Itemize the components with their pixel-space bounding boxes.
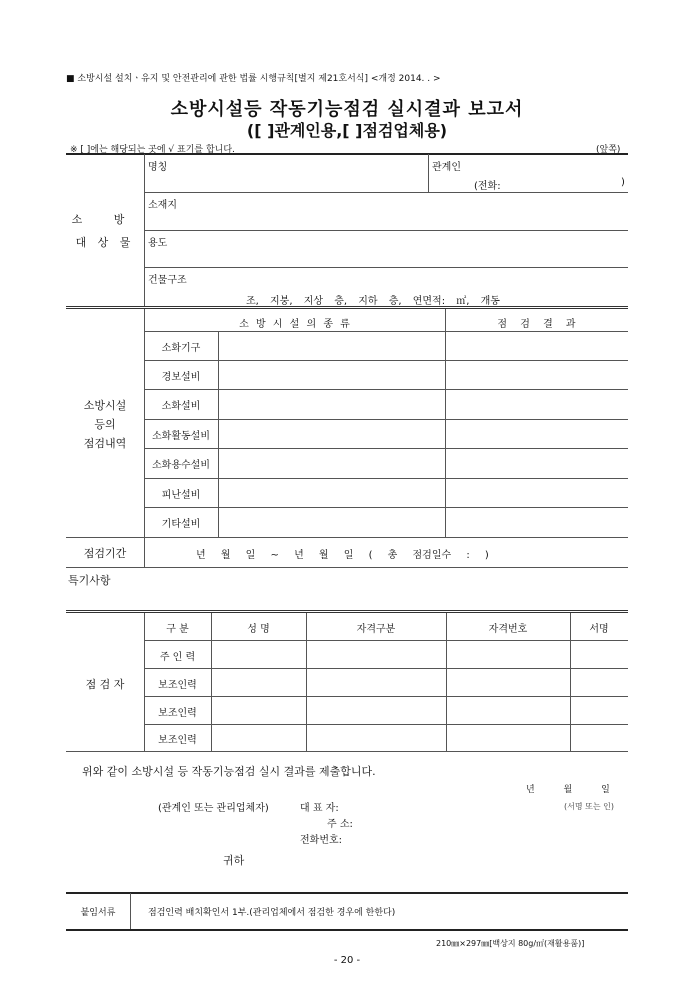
- divider: [66, 537, 628, 538]
- remarks-label: 특기사항: [68, 574, 111, 587]
- inspector-row-label: 보조인력: [158, 680, 197, 691]
- sign-note: (서명 또는 인): [564, 802, 614, 811]
- facilities-label-3: 점검내역: [83, 437, 127, 450]
- divider: [144, 668, 628, 669]
- divider: [144, 640, 628, 641]
- recipient-label: 귀하: [223, 854, 245, 867]
- divider: [144, 267, 628, 268]
- attachment-bottom-border: [66, 929, 628, 931]
- top-border: [66, 153, 628, 155]
- divider: [144, 389, 628, 390]
- document-subtitle: ([ ]관계인용,[ ]점검업체용): [246, 121, 448, 140]
- divider: [144, 331, 628, 332]
- facility-row-label: 소화기구: [161, 343, 201, 354]
- phone-close: ): [621, 177, 625, 188]
- facility-type-header: 소 방 시 설 의 종 류: [239, 319, 350, 330]
- facility-row-label: 기타설비: [161, 519, 201, 530]
- divider: [144, 360, 628, 361]
- facility-row-label: 소화용수설비: [152, 460, 210, 471]
- inspectors-label: 점 검 자: [85, 678, 125, 691]
- inspector-header: 구 분: [166, 624, 189, 635]
- facility-row-label: 피난설비: [161, 490, 201, 501]
- divider: [66, 567, 628, 568]
- divider: [144, 448, 628, 449]
- facility-row-label: 소화설비: [161, 401, 201, 412]
- structure-line: 조, 지붕, 지상 층, 지하 층, 연면적: ㎡, 개동: [246, 296, 500, 307]
- inspector-row-label: 주 인 력: [159, 652, 196, 663]
- period-text: 년 월 일 ~ 년 월 일 ( 총 점검일수 : ): [196, 550, 489, 561]
- divider: [144, 478, 628, 479]
- divider: [445, 309, 446, 537]
- facilities-label-2: 등의: [94, 418, 116, 431]
- attachment-top-border: [66, 892, 628, 894]
- facilities-label-1: 소방시설: [83, 399, 127, 412]
- inspector-row-label: 보조인력: [158, 708, 197, 719]
- target-label-1: 소 방: [71, 213, 139, 226]
- inspector-header: 성 명: [247, 624, 270, 635]
- representative-label: 대 표 자:: [300, 803, 339, 814]
- inspector-header: 자격번호: [488, 624, 528, 635]
- divider: [144, 724, 628, 725]
- submission-statement: 위와 같이 소방시설 등 작동기능점검 실시 결과를 제출합니다.: [82, 765, 376, 778]
- address-field-label: 주 소:: [327, 819, 353, 830]
- inspector-header: 자격구분: [356, 624, 396, 635]
- period-label: 점검기간: [83, 547, 127, 560]
- inspector-row-label: 보조인력: [158, 735, 197, 746]
- phone-field-label: 전화번호:: [300, 835, 343, 846]
- target-label-2: 대 상 물: [75, 236, 135, 249]
- document-title: 소방시설등 작동기능점검 실시결과 보고서: [170, 99, 524, 120]
- name-label: 명칭: [148, 162, 168, 173]
- divider: [66, 751, 628, 752]
- checkbox-note: ※ [ ]에는 해당되는 곳에 √ 표기를 합니다.: [70, 145, 235, 155]
- divider: [144, 537, 145, 567]
- section-divider: [66, 610, 628, 613]
- divider: [428, 154, 429, 192]
- owner-label: 관계인: [432, 162, 461, 173]
- use-label: 용도: [148, 238, 168, 249]
- facility-row-label: 경보설비: [161, 372, 201, 383]
- divider: [144, 192, 628, 193]
- page-side-note: (앞쪽): [596, 145, 621, 155]
- submitting-party: (관계인 또는 관리업체자): [158, 803, 269, 814]
- attachment-text: 점검인력 배치확인서 1부.(관리업체에서 점검한 경우에 한한다): [148, 908, 396, 918]
- inspector-header: 서명: [589, 624, 609, 635]
- phone-label: (전화:: [474, 181, 501, 192]
- divider: [130, 893, 131, 929]
- page-number: - 20 -: [333, 955, 361, 966]
- divider: [144, 696, 628, 697]
- facility-row-label: 소화활동설비: [152, 431, 210, 442]
- paper-spec: 210㎜×297㎜[백상지 80g/㎡(재활용품)]: [436, 939, 585, 948]
- divider: [144, 419, 628, 420]
- divider: [144, 507, 628, 508]
- address-label: 소재지: [148, 200, 177, 211]
- submission-date: 년 월 일: [526, 785, 610, 795]
- law-reference: ■ 소방시설 설치ㆍ유지 및 안전관리에 관한 법률 시행규칙[별지 제21호서식] <개정 2014. . >: [66, 74, 441, 84]
- inspection-result-header: 점 검 결 과: [497, 319, 576, 330]
- divider: [144, 230, 628, 231]
- attachment-label: 붙임서류: [80, 908, 116, 918]
- structure-label: 건물구조: [148, 275, 187, 286]
